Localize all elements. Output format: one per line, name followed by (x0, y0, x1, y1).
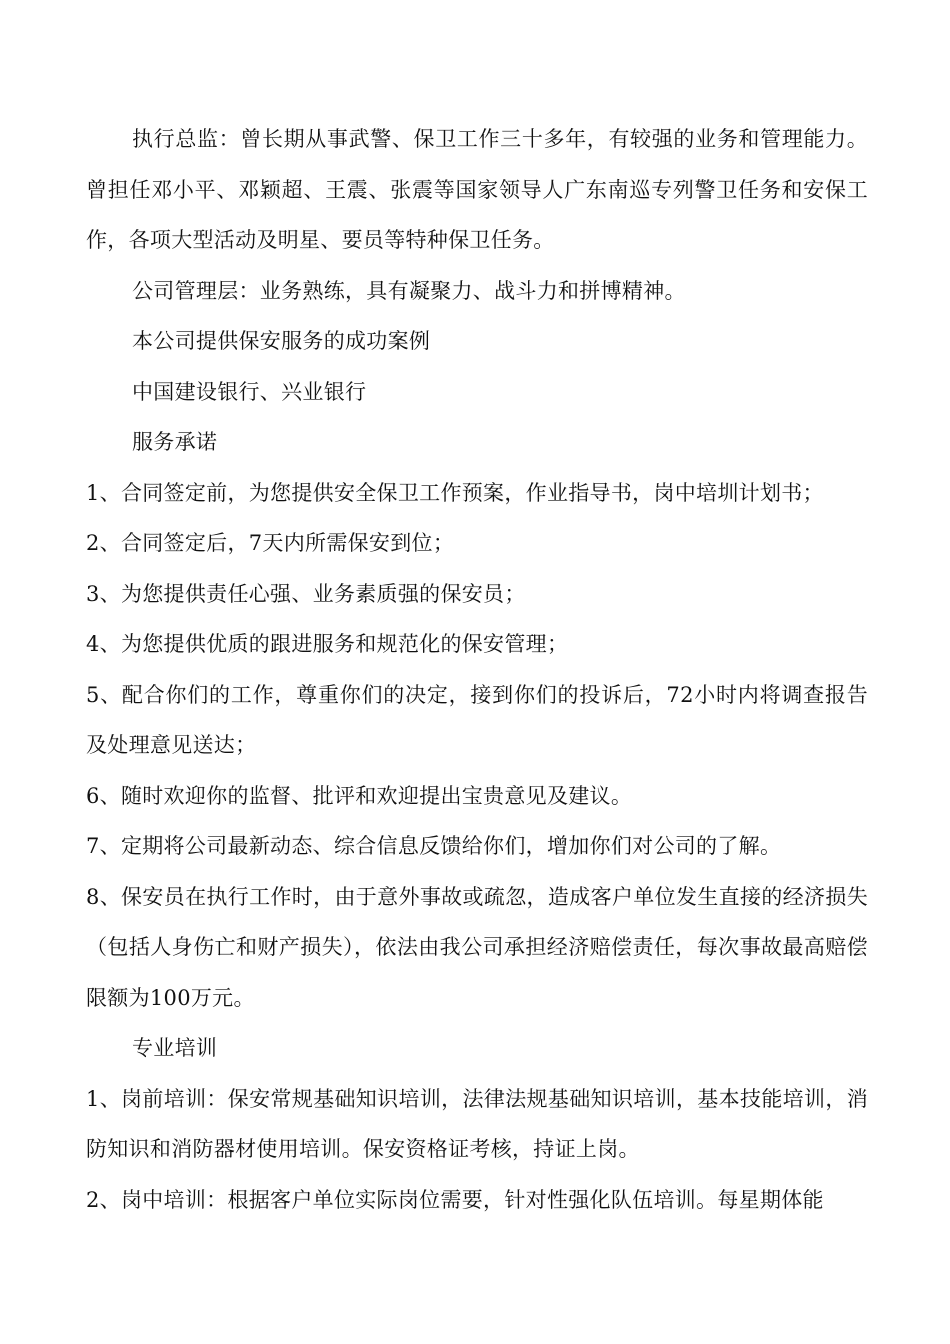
list-item-commitment-5: 5、配合你们的工作，尊重你们的决定，接到你们的投诉后，72小时内将调查报告及处理意见送达； (86, 682, 868, 757)
document-body (86, 114, 868, 1225)
list-item-commitment-8: 8、保安员在执行工作时，由于意外事故或疏忽，造成客户单位发生直接的经济损失（包括人身伤亡和财产损失），依法由我公司承担经济赔偿责任，每次事故最高赔偿限额为100万元。 (86, 884, 868, 1010)
list-item-commitment-2: 2、合同签定后，7天内所需保安到位； (86, 531, 455, 555)
list-item-training-2: 2、岗中培训：根据客户单位实际岗位需要，针对性强化队伍培训。每星期体能 (86, 1187, 824, 1212)
list-item-training-1: 1、岗前培训：保安常规基础知识培训，法律法规基础知识培训，基本技能培训，消防知识和消防器材使用培训。保安资格证考核，持证上岗。 (86, 1086, 868, 1161)
list-item-commitment-3: 3、为您提供责任心强、业务素质强的保安员； (86, 581, 526, 606)
paragraph-management: 公司管理层：业务熟练，具有凝聚力、战斗力和拼博精神。 (132, 278, 686, 303)
list-item-commitment-7: 7、定期将公司最新动态、综合信息反馈给你们，增加你们对公司的了解。 (86, 834, 782, 858)
list-item-commitment-6: 6、随时欢迎你的监督、批评和欢迎提出宝贵意见及建议。 (86, 783, 633, 808)
paragraph-success-cases-heading: 本公司提供保安服务的成功案例 (132, 329, 431, 353)
paragraph-success-cases: 中国建设银行、兴业银行 (132, 379, 367, 404)
paragraph-executive-director: 执行总监：曾长期从事武警、保卫工作三十多年，有较强的业务和管理能力。曾担任邓小平、邓颖超、王震、张震等国家领导人广东南巡专列警卫任务和安保工作，各项大型活动及明星、要员等特种保卫任务。 (86, 127, 868, 252)
section-heading-service-commitment: 服务承诺 (132, 430, 218, 454)
list-item-commitment-4: 4、为您提供优质的跟进服务和规范化的保安管理； (86, 632, 569, 656)
section-heading-training: 专业培训 (132, 1036, 218, 1060)
list-item-commitment-1: 1、合同签定前，为您提供安全保卫工作预案，作业指导书，岗中培圳计划书； (86, 480, 824, 505)
